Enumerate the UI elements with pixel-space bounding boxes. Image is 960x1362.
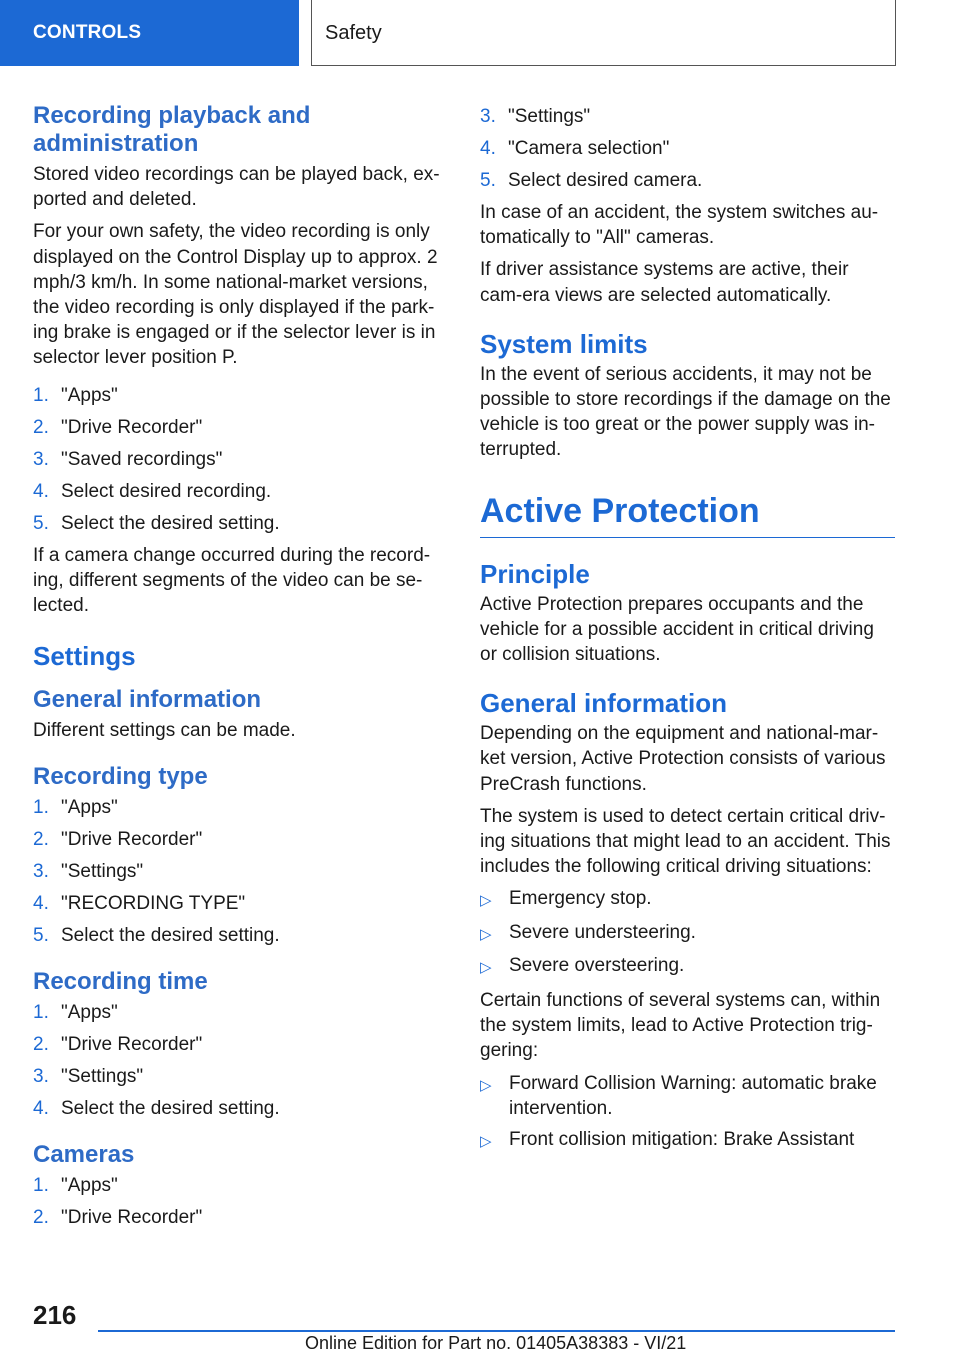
footer-divider xyxy=(98,1330,895,1332)
list-item xyxy=(33,1205,448,1230)
bullet-text: Emergency stop. xyxy=(509,888,652,910)
page-number: 216 xyxy=(33,1300,77,1330)
settings-heading: Settings xyxy=(33,641,136,672)
step-number: 3. xyxy=(480,106,496,127)
system-limits-heading: System limits xyxy=(480,328,648,359)
list-item xyxy=(33,383,448,408)
cameras-paragraph-1: In case of an accident, the system switches au-tomatically to "All" cameras. xyxy=(480,202,879,249)
list-item xyxy=(33,1000,448,1025)
step-text: "Apps" xyxy=(61,384,118,406)
recording-time-steps xyxy=(33,1000,448,1121)
bullet-text: Forward Collision Warning: automatic brake intervention. xyxy=(509,1072,877,1119)
list-item xyxy=(480,168,895,193)
edition-text: Online Edition for Part no. 01405A38383 - VI/21 xyxy=(305,1333,687,1353)
step-number: 3. xyxy=(33,861,49,883)
step-text: "Drive Recorder" xyxy=(61,1207,203,1229)
step-number: 1. xyxy=(33,1175,49,1197)
list-item xyxy=(480,953,895,980)
general-information-heading: General information xyxy=(33,686,262,714)
right-column xyxy=(480,100,895,1162)
list-item xyxy=(33,923,448,948)
list-item xyxy=(33,511,448,536)
step-text: Select the desired setting. xyxy=(61,1098,280,1120)
cameras-paragraph-2: If driver assistance systems are active, their cam-era views are selected automatically. xyxy=(480,259,849,306)
step-text: "Drive Recorder" xyxy=(61,1034,203,1056)
recording-paragraph-3: If a camera change occurred during the record-ing, different segments of the video can be se-lected. xyxy=(33,544,431,617)
list-item xyxy=(33,859,448,884)
principle-paragraph: Active Protection prepares occupants and the vehicle for a possible accident in critical driving or collision situations. xyxy=(480,593,874,666)
step-number: 2. xyxy=(33,416,49,438)
recording-steps xyxy=(33,383,448,536)
triangle-right-icon: ▷ xyxy=(480,925,492,943)
list-item xyxy=(480,886,895,913)
step-number: 4. xyxy=(480,138,496,159)
critical-situations-list xyxy=(480,886,895,980)
list-item xyxy=(480,104,895,129)
triangle-right-icon: ▷ xyxy=(480,958,492,976)
page-header xyxy=(0,0,960,66)
step-number: 4. xyxy=(33,893,49,915)
general-paragraph-2: The system is used to detect certain critical driv-ing situations that might lead to an accident. This includes the following critical driving situations: xyxy=(480,805,891,878)
left-column xyxy=(33,100,448,1237)
recording-type-heading: Recording type xyxy=(33,763,208,791)
list-item xyxy=(33,891,448,916)
bullet-text: Severe oversteering. xyxy=(509,954,685,976)
step-number: 4. xyxy=(33,1098,49,1120)
step-text: "Saved recordings" xyxy=(61,448,223,470)
chapter-tab[interactable]: CONTROLS xyxy=(0,0,299,66)
step-number: 3. xyxy=(33,448,49,470)
list-item xyxy=(480,1071,895,1121)
step-number: 1. xyxy=(33,384,49,406)
list-item xyxy=(33,1064,448,1089)
step-text: Select desired recording. xyxy=(61,480,272,502)
list-item xyxy=(33,1173,448,1198)
step-number: 3. xyxy=(33,1066,49,1088)
triggering-functions-list xyxy=(480,1071,895,1155)
step-text: "Settings" xyxy=(61,1066,144,1088)
step-number: 1. xyxy=(33,1002,49,1024)
step-text: "Drive Recorder" xyxy=(61,829,203,851)
step-text: "Settings" xyxy=(61,861,144,883)
step-text: Select the desired setting. xyxy=(61,512,280,534)
recording-paragraph-2: For your own safety, the video recording is only displayed on the Control Display up to approx. 2 mph/3 km/h. In some national-market versions, the video recording is only displayed if the park-ing brake is engaged or if the selector lever is in selector lever position P. xyxy=(33,221,438,369)
list-item xyxy=(480,1127,895,1154)
list-item xyxy=(33,1096,448,1121)
general-paragraph-1: Depending on the equipment and national-mar-ket version, Active Protection consists of various PreCrash functions. xyxy=(480,723,886,795)
recording-paragraph-1: Stored video recordings can be played back, ex-ported and deleted. xyxy=(33,164,440,211)
triangle-right-icon: ▷ xyxy=(480,1076,492,1094)
step-number: 5. xyxy=(480,170,496,191)
bullet-text: Severe understeering. xyxy=(509,921,696,943)
step-number: 2. xyxy=(33,829,49,851)
list-item xyxy=(480,920,895,947)
list-item xyxy=(33,479,448,504)
step-number: 2. xyxy=(33,1034,49,1056)
section-tab[interactable]: Safety xyxy=(311,0,896,66)
step-text: Select the desired setting. xyxy=(61,925,280,947)
step-text: "Settings" xyxy=(508,106,591,127)
list-item xyxy=(33,827,448,852)
step-number: 4. xyxy=(33,480,49,502)
step-number: 1. xyxy=(33,797,49,819)
step-text: "Drive Recorder" xyxy=(61,416,203,438)
triangle-right-icon: ▷ xyxy=(480,1133,492,1151)
list-item xyxy=(33,447,448,472)
recording-type-steps xyxy=(33,795,448,948)
step-number: 5. xyxy=(33,512,49,534)
triangle-right-icon: ▷ xyxy=(480,892,492,910)
step-text: "Apps" xyxy=(61,1175,118,1197)
system-limits-paragraph: In the event of serious accidents, it may not be possible to store recordings if the damage on the vehicle is too great or the power supply was in-terrupted. xyxy=(480,363,891,461)
recording-time-heading: Recording time xyxy=(33,968,208,996)
step-text: "Camera selection" xyxy=(508,138,670,159)
bullet-text: Front collision mitigation: Brake Assistant xyxy=(509,1129,855,1151)
list-item xyxy=(33,795,448,820)
general-information-heading-2: General information xyxy=(480,688,728,719)
recording-playback-heading: Recording playback and administration xyxy=(33,102,311,157)
list-item xyxy=(480,136,895,161)
step-number: 5. xyxy=(33,925,49,947)
cameras-steps xyxy=(33,1173,448,1230)
step-text: "Apps" xyxy=(61,797,118,819)
step-text: Select desired camera. xyxy=(508,170,703,191)
list-item xyxy=(33,1032,448,1057)
principle-heading: Principle xyxy=(480,558,590,589)
step-text: "RECORDING TYPE" xyxy=(61,893,246,915)
list-item xyxy=(33,415,448,440)
step-text: "Apps" xyxy=(61,1002,118,1024)
active-protection-heading: Active Protection xyxy=(480,491,895,538)
cameras-heading: Cameras xyxy=(33,1141,135,1169)
general-paragraph-3: Certain functions of several systems can, within the system limits, lead to Active Protection trig-gering: xyxy=(480,990,881,1062)
general-paragraph: Different settings can be made. xyxy=(33,720,296,742)
cameras-steps-continued xyxy=(480,104,895,193)
step-number: 2. xyxy=(33,1207,49,1229)
